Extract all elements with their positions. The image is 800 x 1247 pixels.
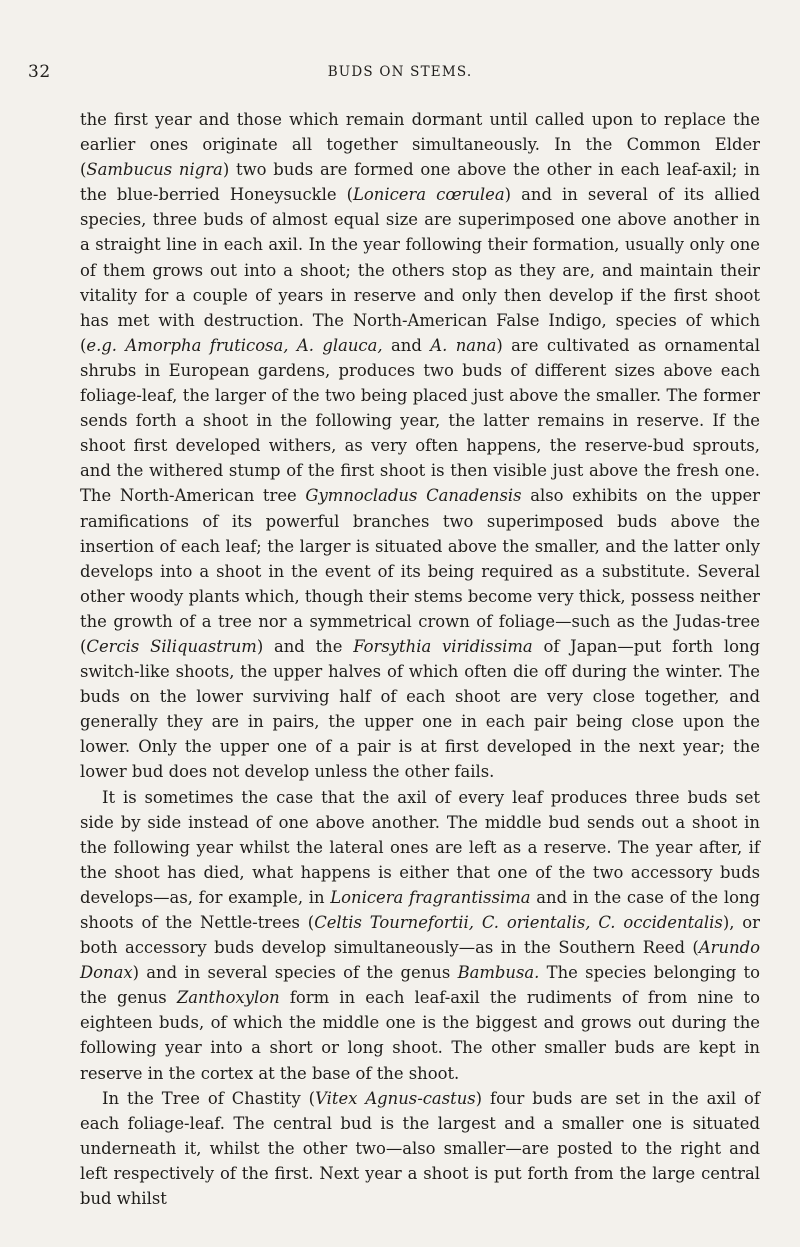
- text-run: of Japan—put forth long switch-like shoots, the upper halves of which often die off during the winter. The buds on the lower surviving half of each shoot are very close together, and generally they are in pairs, the upper one in each pair being close upon the lower. Only the upper one of a pair is at first developed in the next year; the lower bud does not develop unless the other fails.: [80, 636, 760, 782]
- text-run: also exhibits on the upper ramifications of its powerful branches two superimposed buds above the insertion of each leaf; the larger is situated above the smaller, and the latter only develops into a shoot in the event of its being required as a substitute. Several other woody plants which, though their stems become very thick, possess neither the growth of a tree nor a symmetrical crown of foliage—such as the Judas-tree (: [80, 486, 761, 656]
- text-run: ) two buds are formed one above the other in each leaf-axil; in the blue-berried Honeysuckle (: [80, 160, 760, 205]
- italic-text: Lonicera fragrantissima: [330, 887, 531, 907]
- text-run: the first year and those which remain dormant until called upon to replace the earlier ones originate all together simultaneously. In the Common Elder (: [80, 110, 760, 180]
- italic-text: Celtis Tournefortii, C. orientalis, C. occidentalis: [314, 913, 723, 932]
- italic-text: Sambucus nigra: [86, 160, 223, 180]
- text-run: and: [382, 335, 431, 355]
- text-run: ) and in several of its allied species, three buds of almost equal size are superimposed one above another in a straight line in each axil. In the year following their formation, usually only one of them grows out into a shoot; the others stop as they are, and maintain their vitality for a couple of years in reserve and only then develop if the first shoot has met with destruction. The North-American False Indigo, species of which (: [80, 185, 760, 355]
- text-run: It is sometimes the case that the axil of every leaf produces three buds set side by side instead of one above another. The middle bud sends out a shoot in the following year whilst the lateral ones are left as a reserve. The year after, if the shoot has died, what happens is either that one of the two accessory buds develops—as, for example, in: [80, 787, 760, 907]
- italic-text: Zanthoxylon: [176, 988, 280, 1008]
- text-run: ), or both accessory buds develop simultaneously—as in the Southern Reed (: [80, 913, 760, 958]
- italic-text: Forsythia viridissima: [353, 636, 533, 656]
- italic-text: A. nana: [430, 335, 497, 355]
- text-run: The species belonging to the genus: [80, 963, 760, 1008]
- running-head: BUDS ON STEMS.: [327, 64, 473, 80]
- italic-text: e.g. Amorpha fruticosa, A. glauca,: [86, 335, 383, 355]
- italic-text: Gymnocladus Canadensis: [305, 486, 522, 506]
- italic-text: Arundo Donax: [80, 938, 760, 983]
- text-run: ) are cultivated as ornamental shrubs in European gardens, produces two buds of different sizes above each foliage-leaf, the larger of the two being placed just above the smaller. The former sends forth a shoot in the following year, the latter remains in reserve. If the shoot first developed withers, as very often happens, the reserve-bud sprouts, and the withered stump of the first shoot is then visible just above the fresh one. The North-American tree: [80, 335, 760, 506]
- text-run: and in the case of the long shoots of the Nettle-trees (: [80, 887, 760, 932]
- italic-text: Bambusa.: [457, 963, 540, 983]
- text-run: ) four buds are set in the axil of each foliage-leaf. The central bud is the largest and a smaller one is situated underneath it, whilst the other two—also smaller—are posted to the right and left respectively of the first. Next year a shoot is put forth from the large central bud whilst: [80, 1088, 760, 1209]
- italic-text: Cercis Siliquastrum: [86, 636, 257, 656]
- paragraph: [80, 1086, 760, 1211]
- text-run: In the Tree of Chastity (: [102, 1088, 316, 1108]
- italic-text: Lonicera cœrulea: [353, 185, 505, 205]
- page-number: 32: [28, 62, 51, 82]
- page-header: [28, 62, 772, 84]
- body-text: [80, 107, 760, 1211]
- paragraph: [80, 107, 760, 785]
- italic-text: Vitex Agnus-castus: [315, 1088, 476, 1108]
- paragraph: [80, 785, 760, 1086]
- text-run: ) and in several species of the genus: [132, 963, 458, 983]
- text-run: form in each leaf-axil the rudiments of from nine to eighteen buds, of which the middle one is the biggest and grows out during the following year into a short or long shoot. The other smaller buds are kept in reserve in the cortex at the base of the shoot.: [80, 988, 760, 1083]
- text-run: ) and the: [256, 636, 354, 656]
